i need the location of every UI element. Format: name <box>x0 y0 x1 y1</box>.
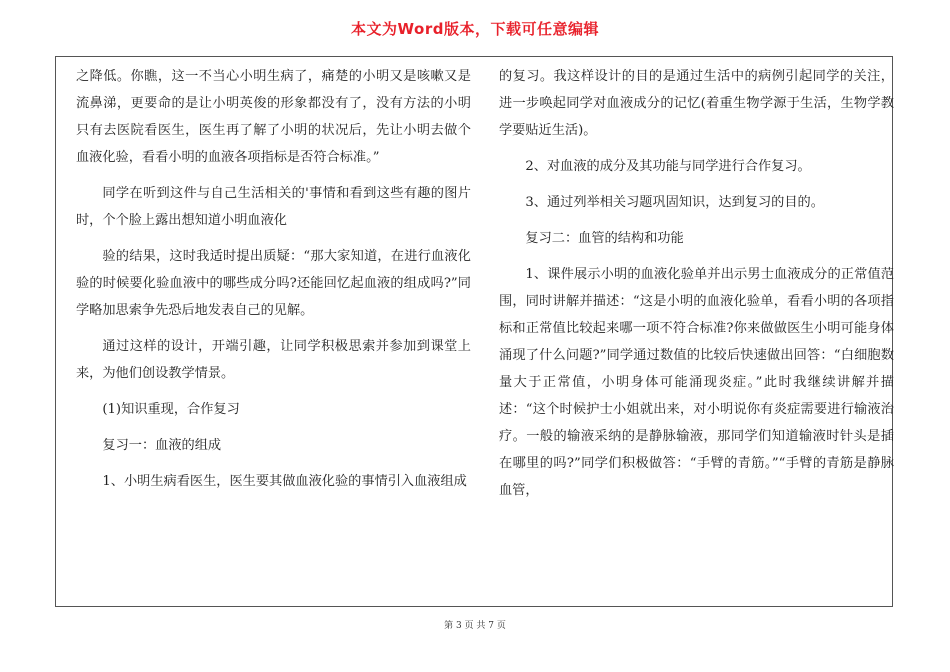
subsection-heading: 复习二：血管的结构和功能 <box>525 231 684 246</box>
left-text-column <box>76 63 471 504</box>
paragraph: 验的结果，这时我适时提出质疑：“那大家知道，在进行血液化验的时候要化验血液中的哪些成分吗?还能回忆起血液的组成吗?”同学略加思索争先恐后地发表自己的见解。 <box>76 249 471 318</box>
paragraph: 的复习。我这样设计的目的是通过生活中的病例引起同学的关注，进一步唤起同学对血液成分的记忆(着重生物学源于生活，生物学教学要贴近生活)。 <box>499 69 894 138</box>
paragraph: 之降低。你瞧，这一不当心小明生病了，痛楚的小明又是咳嗽又是流鼻涕，更要命的是让小明英俊的形象都没有了，没有方法的小明只有去医院看医生，医生再了解了小明的状况后，先让小明去做个血液化验，看看小明的血液各项指标是否符合标准。” <box>76 69 471 165</box>
paragraph: 3、通过列举相关习题巩固知识，达到复习的目的。 <box>525 195 824 210</box>
right-text-column <box>499 63 894 513</box>
section-heading: (1)知识重现，合作复习 <box>102 402 240 417</box>
paragraph: 1、课件展示小明的血液化验单并出示男士血液成分的正常值范围，同时讲解并描述：“这是小明的血液化验单，看看小明的各项指标和正常值比较起来哪一项不符合标准?你来做做医生小明可能身体涌现了什么问题?”同学通过数值的比较后快速做出回答：“白细胞数量大于正常值，小明身体可能涌现炎症。”此时我继续讲解并描述：“这个时候护士小姐就出来，对小明说你有炎症需要进行输液治疗。一般的输液采纳的是静脉输液，那同学们知道输液时针头是插在哪里的吗?”同学们积极做答：“手臂的青筋。”“手臂的青筋是静脉血管， <box>499 267 894 498</box>
paragraph: 1、小明生病看医生，医生要其做血液化验的事情引入血液组成 <box>102 474 467 489</box>
page-number-footer: 第 3 页 共 7 页 <box>444 621 506 631</box>
paragraph: 同学在听到这件与自己生活相关的'事情和看到这些有趣的图片时，个个脸上露出想知道小明血液化 <box>76 186 471 228</box>
paragraph: 通过这样的设计，开端引趣，让同学积极思索并参加到课堂上来，为他们创设教学情景。 <box>76 339 471 381</box>
subsection-heading: 复习一：血液的组成 <box>102 438 222 453</box>
word-version-banner: 本文为Word版本，下载可任意编辑 <box>351 20 599 38</box>
paragraph: 2、对血液的成分及其功能与同学进行合作复习。 <box>525 159 811 174</box>
